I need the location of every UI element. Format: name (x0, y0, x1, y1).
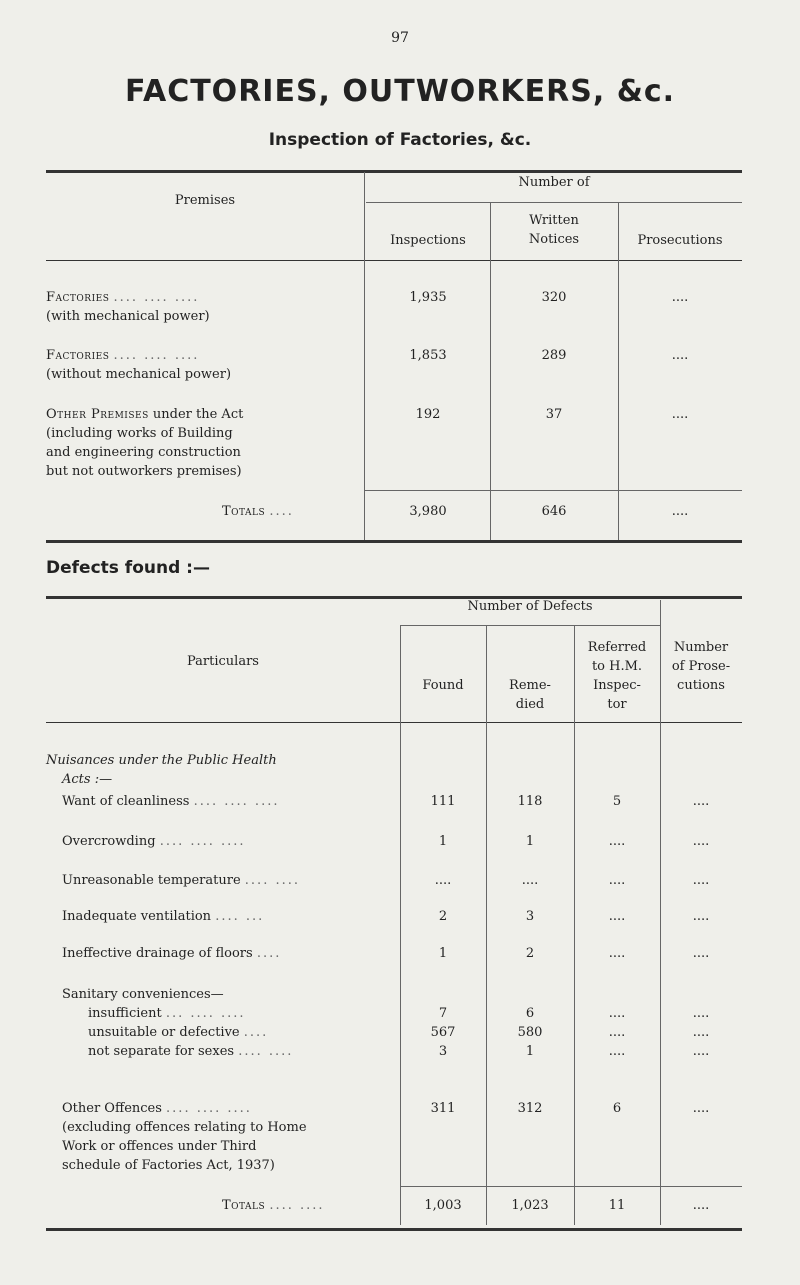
table-row-sublabel: (without mechanical power) (46, 367, 232, 382)
table-cell: 37 (545, 407, 563, 422)
particulars-header: Particulars (187, 654, 259, 669)
table-cell: 1,935 (409, 290, 447, 305)
found-header: Found (422, 678, 464, 693)
table-cell: .... (692, 1101, 710, 1116)
defects-heading: Defects found :— (46, 558, 210, 578)
table-cell: .... (434, 873, 452, 888)
table-cell: .... (692, 873, 710, 888)
table-cell: .... (671, 407, 689, 422)
table-cell: 1 (525, 834, 535, 849)
table-row-sublabel: (with mechanical power) (46, 309, 210, 324)
table-cell: 6 (612, 1101, 622, 1116)
page-number: 97 (391, 30, 409, 46)
totals-label: Totals .... .... (222, 1198, 325, 1213)
table-cell: .... (608, 1025, 626, 1040)
table-row-sublabel: (excluding offences relating to Home (62, 1120, 307, 1135)
table-cell: .... (608, 834, 626, 849)
table-cell: 1 (438, 834, 448, 849)
inspections-header: Inspections (390, 233, 466, 248)
table-bottom-rule (46, 540, 742, 543)
table-cell: .... (692, 834, 710, 849)
referred-header: Referred to H.M. Inspec- tor (587, 640, 647, 712)
table-row-label: Other Offences .... .... .... (62, 1101, 252, 1116)
table-row-sublabel: but not outworkers premises) (46, 464, 242, 479)
totals-cell: 11 (608, 1198, 626, 1213)
nuisances-heading: Acts :— (62, 772, 113, 787)
table-cell: 111 (430, 794, 456, 809)
table-cell: 320 (541, 290, 567, 305)
table-row-label: Inadequate ventilation .... ... (62, 909, 265, 924)
number-of-defects-header: Number of Defects (467, 599, 593, 614)
table-cell: .... (692, 794, 710, 809)
table-row-label: Overcrowding .... .... .... (62, 834, 246, 849)
table-row-sublabel: (including works of Building (46, 426, 233, 441)
table-row-label: Unreasonable temperature .... .... (62, 873, 300, 888)
table-cell: 311 (430, 1101, 456, 1116)
header-divider (366, 202, 742, 203)
table-row-label: Ineffective drainage of floors .... (62, 946, 282, 961)
header-bottom-rule (46, 260, 742, 261)
table-cell: 1 (438, 946, 448, 961)
table-row-label: Want of cleanliness .... .... .... (62, 794, 280, 809)
totals-rule (364, 490, 742, 491)
prosecutions-header: Prosecutions (637, 233, 723, 248)
table-cell: 312 (517, 1101, 543, 1116)
premises-header: Premises (174, 193, 236, 208)
table-row-sublabel: and engineering construction (46, 445, 241, 460)
section-subtitle: Inspection of Factories, &c. (268, 130, 532, 150)
page-title: FACTORIES, OUTWORKERS, &c. (124, 74, 676, 109)
nuisances-heading: Nuisances under the Public Health (46, 753, 277, 768)
table-cell: 3 (438, 1044, 448, 1059)
sanitary-heading: Sanitary conveniences— (62, 987, 224, 1002)
column-divider (364, 172, 365, 540)
table-cell: 567 (430, 1025, 456, 1040)
header-divider (400, 625, 660, 626)
table-cell: .... (608, 1006, 626, 1021)
table-row-label: Factories .... .... .... (46, 348, 200, 363)
table-cell: 6 (525, 1006, 535, 1021)
table-cell: 2 (438, 909, 448, 924)
table-cell: 192 (415, 407, 441, 422)
table-row-label: not separate for sexes .... .... (88, 1044, 294, 1059)
table-cell: .... (521, 873, 539, 888)
table-cell: 118 (517, 794, 543, 809)
table-cell: .... (608, 873, 626, 888)
table-cell: .... (608, 1044, 626, 1059)
number-of-header: Number of (518, 175, 590, 190)
table-cell: .... (608, 946, 626, 961)
totals-cell: 646 (541, 504, 567, 519)
table-cell: 2 (525, 946, 535, 961)
table-cell: .... (692, 909, 710, 924)
table-row-sublabel: Work or offences under Third (62, 1139, 257, 1154)
table-cell: 1,853 (409, 348, 447, 363)
table-row-sublabel: schedule of Factories Act, 1937) (62, 1158, 275, 1173)
table-row-label: Factories .... .... .... (46, 290, 200, 305)
table-row-label: Other Premises under the Act (46, 407, 244, 422)
totals-cell: 1,003 (424, 1198, 462, 1213)
table-cell: .... (692, 1025, 710, 1040)
table-cell: .... (671, 290, 689, 305)
table-cell: 289 (541, 348, 567, 363)
table-cell: .... (692, 1006, 710, 1021)
table-row-label: insufficient ... .... .... (88, 1006, 246, 1021)
table-cell: 580 (517, 1025, 543, 1040)
totals-label: Totals .... (222, 504, 294, 519)
table-bottom-rule (46, 1228, 742, 1231)
table-cell: .... (692, 1044, 710, 1059)
table-cell: .... (608, 909, 626, 924)
table-cell: 3 (525, 909, 535, 924)
table-cell: .... (692, 946, 710, 961)
written-notices-header: Written Notices (528, 213, 580, 247)
remedied-header: Reme- died (509, 678, 551, 712)
totals-cell: .... (671, 504, 689, 519)
table-cell: 7 (438, 1006, 448, 1021)
table-cell: 5 (612, 794, 622, 809)
table-row-label: unsuitable or defective .... (88, 1025, 269, 1040)
totals-rule (400, 1186, 742, 1187)
table-cell: .... (671, 348, 689, 363)
prosecutions-header: Number of Prose- cutions (671, 640, 731, 693)
table-cell: 1 (525, 1044, 535, 1059)
totals-cell: .... (692, 1198, 710, 1213)
totals-cell: 3,980 (409, 504, 447, 519)
header-bottom-rule (46, 722, 742, 723)
totals-cell: 1,023 (511, 1198, 549, 1213)
